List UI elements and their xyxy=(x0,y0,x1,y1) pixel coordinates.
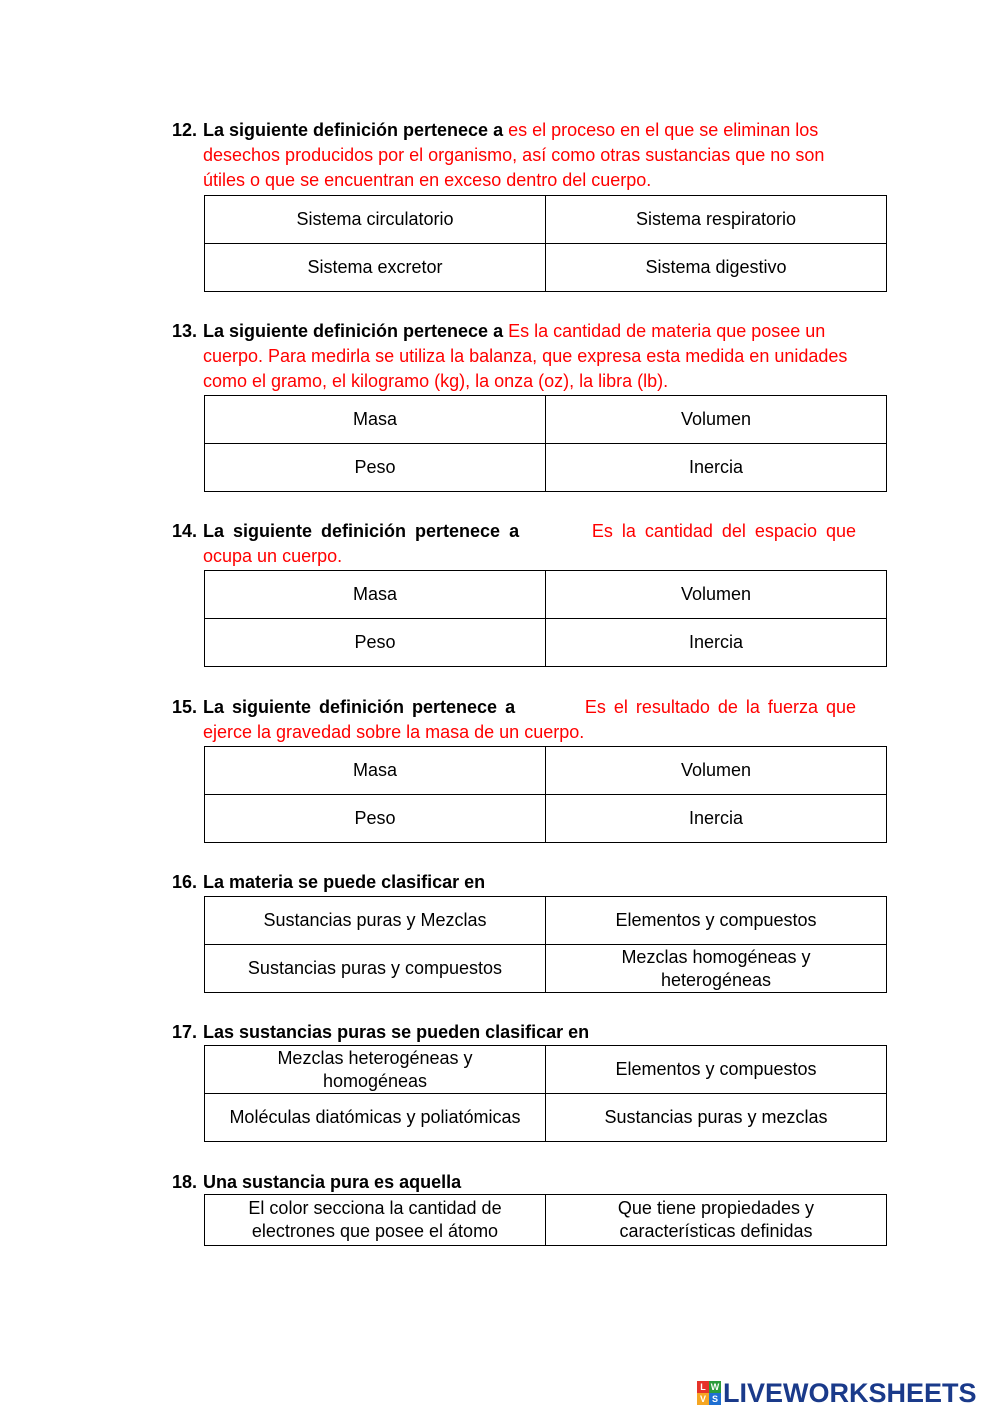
answer-option[interactable]: Moléculas diatómicas y poliatómicas xyxy=(205,1094,546,1142)
answer-option[interactable]: Masa xyxy=(205,571,546,619)
answer-options-table xyxy=(204,195,887,292)
question-text xyxy=(203,319,856,394)
question-prompt: La siguiente definición pertenece a xyxy=(203,521,520,541)
answer-option[interactable]: Volumen xyxy=(546,747,887,795)
answer-option[interactable]: Sistema circulatorio xyxy=(205,196,546,244)
answer-options-table xyxy=(204,1194,887,1246)
question-prompt: La siguiente definición pertenece a xyxy=(203,697,516,717)
answer-option[interactable]: Sistema excretor xyxy=(205,244,546,292)
logo-mark-letter: V xyxy=(697,1393,709,1405)
answer-option[interactable]: Elementos y compuestos xyxy=(546,897,887,945)
answer-option[interactable]: Inercia xyxy=(546,619,887,667)
question-number: 15. xyxy=(172,697,198,717)
definition-text: Es la cantidad del espacio que xyxy=(591,521,856,541)
answer-options-table xyxy=(204,395,887,492)
definition-text-continued: ocupa un cuerpo. xyxy=(203,546,343,566)
liveworksheets-logo xyxy=(697,1378,977,1408)
answer-option[interactable]: Elementos y compuestos xyxy=(546,1046,887,1094)
answer-option[interactable]: Masa xyxy=(205,396,546,444)
answer-option[interactable]: Inercia xyxy=(546,444,887,492)
question-number: 14. xyxy=(172,521,198,541)
question-number: 13. xyxy=(172,321,198,341)
question-text xyxy=(203,519,856,569)
answer-option[interactable]: Que tiene propiedades y características definidas xyxy=(546,1195,887,1246)
definition-text-continued: ejerce la gravedad sobre la masa de un cuerpo. xyxy=(203,722,585,742)
answer-option[interactable]: Sistema respiratorio xyxy=(546,196,887,244)
answer-options-table xyxy=(204,570,887,667)
question-number: 12. xyxy=(172,120,198,140)
logo-mark-letter: L xyxy=(697,1381,709,1393)
question-text xyxy=(203,118,856,193)
answer-option[interactable]: Volumen xyxy=(546,396,887,444)
answer-options-table xyxy=(204,746,887,843)
question-text xyxy=(203,870,856,895)
definition-text: Es el resultado de la fuerza que xyxy=(584,697,856,717)
answer-option[interactable]: Peso xyxy=(205,795,546,843)
question-text xyxy=(203,1020,856,1045)
logo-text: LIVEWORKSHEETS xyxy=(723,1377,977,1408)
question-13 xyxy=(172,319,887,477)
question-12 xyxy=(172,118,887,277)
question-text xyxy=(203,1170,856,1195)
answer-option[interactable]: Mezclas homogéneas y heterogéneas xyxy=(546,945,887,993)
answer-option[interactable]: Inercia xyxy=(546,795,887,843)
question-number: 18. xyxy=(172,1172,198,1192)
answer-option[interactable]: Peso xyxy=(205,444,546,492)
answer-option[interactable]: Peso xyxy=(205,619,546,667)
logo-mark-letter: W xyxy=(710,1382,720,1392)
question-text xyxy=(203,695,856,745)
logo-mark-letter: S xyxy=(709,1393,721,1405)
question-prompt: La materia se puede clasificar en xyxy=(203,872,486,892)
question-number: 16. xyxy=(172,872,198,892)
question-15 xyxy=(172,695,887,828)
liveworksheets-mark-icon xyxy=(697,1381,721,1405)
question-17 xyxy=(172,1020,887,1127)
question-16 xyxy=(172,870,887,990)
definition-text: es el proceso en el que se eliminan los desechos producidos por el organismo, así como otras sustancias que no son útiles o que se encuentran en exceso dentro del cuerpo. xyxy=(203,120,825,190)
answer-option[interactable]: Sustancias puras y Mezclas xyxy=(205,897,546,945)
answer-option[interactable]: Sistema digestivo xyxy=(546,244,887,292)
question-prompt: Las sustancias puras se pueden clasificar en xyxy=(203,1022,590,1042)
answer-options-table xyxy=(204,1045,887,1142)
answer-options-table xyxy=(204,896,887,993)
definition-text: Es la cantidad de materia que posee un cuerpo. Para medirla se utiliza la balanza, que expresa esta medida en unidades como el gramo, el kilogramo (kg), la onza (oz), la libra (lb). xyxy=(203,321,848,391)
question-14 xyxy=(172,519,887,652)
answer-option[interactable]: El color secciona la cantidad de electrones que posee el átomo xyxy=(205,1195,546,1246)
answer-option[interactable]: Mezclas heterogéneas y homogéneas xyxy=(205,1046,546,1094)
answer-option[interactable]: Masa xyxy=(205,747,546,795)
question-prompt: La siguiente definición pertenece a xyxy=(203,120,504,140)
question-prompt: La siguiente definición pertenece a xyxy=(203,321,504,341)
question-18 xyxy=(172,1170,887,1241)
answer-option[interactable]: Volumen xyxy=(546,571,887,619)
question-prompt: Una sustancia pura es aquella xyxy=(203,1172,462,1192)
answer-option[interactable]: Sustancias puras y compuestos xyxy=(205,945,546,993)
answer-option[interactable]: Sustancias puras y mezclas xyxy=(546,1094,887,1142)
question-number: 17. xyxy=(172,1022,198,1042)
